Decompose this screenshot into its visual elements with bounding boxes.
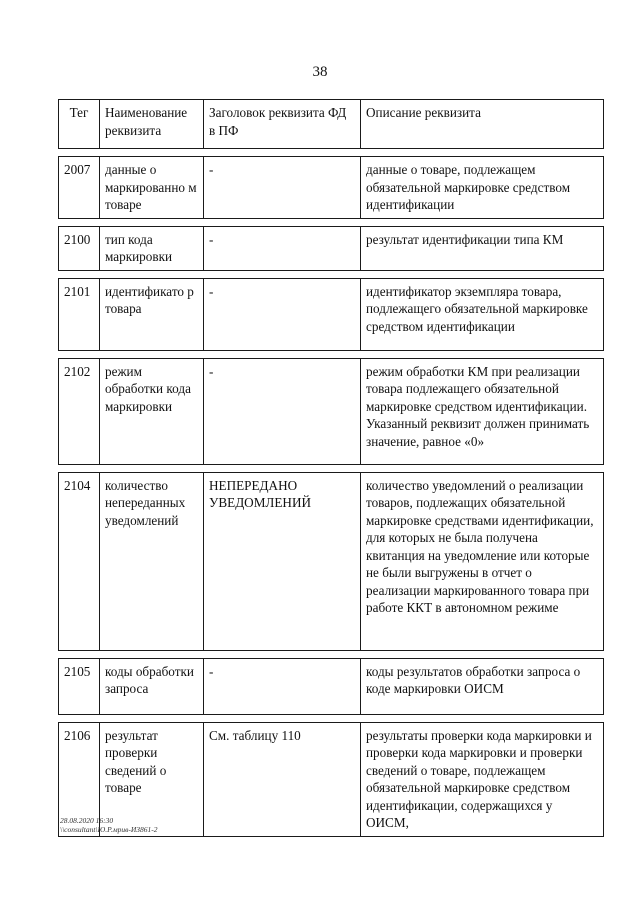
table-row [59, 157, 604, 219]
row-tag: 2105 [59, 658, 100, 714]
row-name: количество непереданных уведомлений [100, 472, 204, 650]
row-description: режим обработки КМ при реализации товара подлежащего обязательной маркировке средством идентификации. Указанный реквизит должен принимать значение, равное «0» [361, 358, 604, 464]
row-description: данные о товаре, подлежащем обязательной маркировке средством идентификации [361, 157, 604, 219]
row-description: результат идентификации типа КМ [361, 226, 604, 270]
row-name: данные о маркированно м товаре [100, 157, 204, 219]
row-header: - [204, 658, 361, 714]
row-tag: 2104 [59, 472, 100, 650]
table-header-row [59, 100, 604, 149]
row-name: тип кода маркировки [100, 226, 204, 270]
table-row [59, 472, 604, 650]
header-tag: Тег [59, 100, 100, 149]
row-tag: 2101 [59, 278, 100, 350]
table-row [59, 658, 604, 714]
row-description: идентификатор экземпляра товара, подлежащего обязательной маркировке средством идентификации [361, 278, 604, 350]
row-description: коды результатов обработки запроса о коде маркировки ОИСМ [361, 658, 604, 714]
row-name: коды обработки запроса [100, 658, 204, 714]
row-description: количество уведомлений о реализации товаров, подлежащих обязательной маркировке средствами идентификации, для которых не была получена квитанция на уведомление или которые не были выгружены в отчет о реализации маркированного товара при работе ККТ в автономном режиме [361, 472, 604, 650]
row-name: режим обработки кода маркировки [100, 358, 204, 464]
table-row [59, 226, 604, 270]
table-row [59, 358, 604, 464]
header-description: Описание реквизита [361, 100, 604, 149]
table-row [59, 278, 604, 350]
row-tag: 2100 [59, 226, 100, 270]
page-number: 38 [312, 64, 328, 80]
row-name: идентификато р товара [100, 278, 204, 350]
document-footer [60, 816, 158, 834]
row-tag: 2102 [59, 358, 100, 464]
footer-path: \\consultant\Ю.Р.мрив-ИЗ861-2 [60, 825, 158, 834]
row-header: НЕПЕРЕДАНО УВЕДОМЛЕНИЙ [204, 472, 361, 650]
row-header: См. таблицу 110 [204, 722, 361, 836]
row-name: результат проверки сведений о товаре [100, 722, 204, 836]
header-name: Наименование реквизита [100, 100, 204, 149]
row-header: - [204, 226, 361, 270]
row-description: результаты проверки кода маркировки и проверки кода маркировки и проверки сведений о товаре, подлежащем обязательной маркировке средством идентификации, содержащихся у ОИСМ, [361, 722, 604, 836]
header-pf-title: Заголовок реквизита ФД в ПФ [204, 100, 361, 149]
row-tag: 2106 [59, 722, 100, 836]
row-tag: 2007 [59, 157, 100, 219]
row-header: - [204, 358, 361, 464]
footer-timestamp: 28.08.2020 16:30 [60, 816, 114, 825]
requisites-table [58, 99, 604, 837]
row-header: - [204, 278, 361, 350]
row-header: - [204, 157, 361, 219]
